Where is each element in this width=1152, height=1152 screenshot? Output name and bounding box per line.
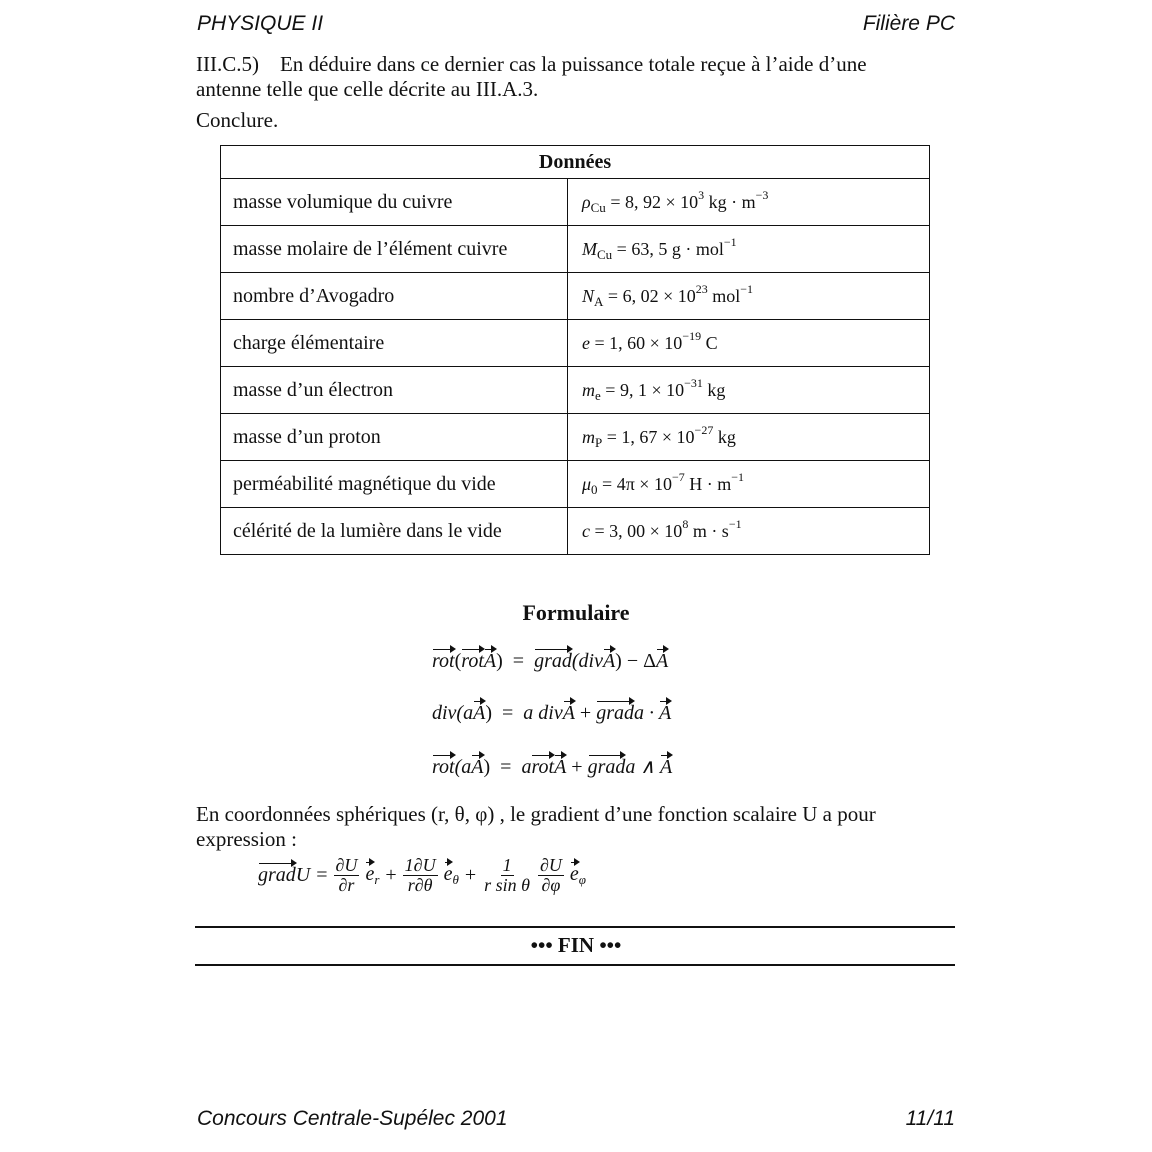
exponent: 23 (695, 282, 708, 296)
fraction-1-rsintheta (482, 856, 532, 895)
unit-exponent: −1 (723, 235, 737, 249)
exponent: −19 (682, 329, 702, 343)
plus: + (579, 702, 592, 724)
symbol: μ (582, 474, 592, 494)
symbol: M (582, 239, 597, 259)
quantity-value: $M_{Cu} = 63$, 5 g · mol$^{-1}$ (568, 226, 930, 273)
exponent: −31 (684, 376, 703, 390)
vec-rot: rot (461, 650, 484, 672)
equals: = (316, 864, 328, 886)
formulaire-title: Formulaire (522, 600, 630, 625)
exponent: −27 (694, 423, 714, 437)
quantity-label: masse molaire de l’élément cuivre (221, 226, 568, 273)
exponent: 8 (682, 517, 689, 531)
quantity-label: masse d’un proton (221, 414, 568, 461)
quantity-label: célérité de la lumière dans le vide (221, 508, 568, 555)
symbol-subscript: 0 (591, 482, 598, 497)
quantity-value: $\rho_{Cu} = 8$, $92 \times 10^3$ kg · $m^{-3}$ (568, 179, 930, 226)
paren: ) (483, 756, 491, 778)
header-track: Filière PC (862, 12, 955, 35)
symbol: c (582, 521, 590, 541)
vec-e: e (365, 863, 375, 885)
end-marker: ••• FIN ••• (530, 933, 622, 957)
paren: ( (454, 650, 462, 672)
quantity-value: $m_P = 1$, $67 \times 10^{-27}$ kg (568, 414, 930, 461)
vec-rot: rot (432, 650, 455, 672)
mantissa: 4π × 10 (616, 474, 672, 494)
quantity-value: $N_A = 6$, $02 \times 10^{23}$ mol$^{-1}$ (568, 273, 930, 320)
quantity-value: $\mu_0 = 4\pi \times 10^{-7}$ $H \cdot m^{-1}$ (568, 461, 930, 508)
spherical-text (196, 802, 956, 852)
laplacian-term: ) − Δ (615, 650, 656, 672)
quantity-label: masse d’un électron (221, 367, 568, 414)
vec-rot: rot (531, 756, 555, 778)
data-table-header-row (221, 146, 930, 179)
data-table-row (221, 226, 930, 273)
vec-grad: grad (596, 702, 634, 724)
quantity-value: $m_e = 9$, $1 \times 10^{-31}$ kg (568, 367, 930, 414)
formula-div-product (432, 702, 671, 725)
plus: + (464, 864, 477, 886)
denominator: ∂r (338, 875, 355, 895)
symbol-subscript: A (594, 294, 604, 309)
div-term: (div (571, 650, 603, 672)
data-table (220, 145, 930, 555)
symbol: m (582, 427, 595, 447)
plus: + (571, 756, 583, 778)
question-line-1: III.C.5) En déduire dans ce dernier cas la puissance totale reçue à l’aide d’une (196, 52, 867, 76)
data-table-row (221, 508, 930, 555)
vec-A: A (473, 702, 486, 724)
footer-contest: Concours Centrale-Supélec 2001 (197, 1107, 508, 1130)
spherical-line-1: En coordonnées sphériques (r, θ, φ) , le gradient d’une fonction scalaire U a pour (196, 802, 876, 826)
data-table-row (221, 367, 930, 414)
unit-exponent: −1 (728, 517, 742, 531)
dot-term: a · (634, 702, 654, 724)
unit: mol (712, 286, 741, 306)
gradient-formula (258, 856, 586, 895)
denominator: r∂θ (407, 875, 433, 895)
equals: = (500, 756, 512, 778)
data-table-row (221, 273, 930, 320)
numerator: 1 (502, 855, 512, 875)
divider-top (195, 926, 955, 928)
quantity-label: masse volumique du cuivre (221, 179, 568, 226)
paren: ) (485, 702, 492, 724)
data-table-row (221, 461, 930, 508)
vec-A: A (659, 702, 672, 724)
scalar-U: U (295, 864, 311, 886)
vec-rot: rot (432, 756, 455, 778)
formula-rot-product (432, 754, 672, 779)
unit: C (705, 333, 718, 353)
a-coef: a (521, 756, 532, 778)
footer-page-number: 11/11 (905, 1107, 955, 1130)
unit-exponent: −3 (755, 188, 769, 202)
data-table-title: Données (221, 146, 930, 179)
data-table-row (221, 414, 930, 461)
exponent: 3 (698, 188, 705, 202)
numerator: 1∂U (404, 855, 436, 875)
vec-grad: grad (534, 650, 572, 672)
mantissa: 9, 1 × 10 (619, 380, 685, 400)
div-lhs: div(a (432, 702, 474, 724)
vec-A: A (660, 756, 673, 778)
data-table-row (221, 320, 930, 367)
mantissa: 3, 00 × 10 (609, 521, 683, 541)
unit: H · m (689, 474, 732, 494)
denominator: r sin θ (484, 875, 530, 895)
data-table-row (221, 179, 930, 226)
unit: m · s (692, 521, 729, 541)
numerator: ∂U (540, 855, 562, 875)
mantissa: 6, 02 × 10 (622, 286, 696, 306)
mantissa: 63, 5 (631, 239, 668, 259)
wedge-term: a ∧ (625, 756, 655, 778)
numerator: ∂U (335, 855, 358, 875)
vec-A: A (554, 756, 567, 778)
unit: kg · m (708, 192, 756, 212)
vec-A: A (483, 650, 497, 672)
fraction-dU-dr (334, 856, 360, 895)
symbol: ρ (582, 192, 591, 212)
vec-A: A (655, 650, 669, 672)
question-line-2: antenne telle que celle décrite au III.A.3. (196, 77, 539, 101)
question-block (196, 52, 956, 133)
fraction-1dU-rdtheta (403, 856, 438, 895)
vec-grad: grad (587, 756, 626, 778)
quantity-value: e = 1, $60 \times 10^{-19}$ C (568, 320, 930, 367)
vec-e: e (443, 863, 453, 885)
symbol: e (582, 333, 590, 353)
vec-A: A (562, 702, 575, 724)
symbol-subscript: Cu (590, 200, 606, 215)
question-conclude: Conclure. (196, 108, 279, 132)
symbol: m (582, 380, 595, 400)
subscript: φ (578, 872, 586, 887)
quantity-label: charge élémentaire (221, 320, 568, 367)
symbol-subscript: P (595, 435, 603, 450)
formula-rot-rot (432, 650, 668, 673)
quantity-label: perméabilité magnétique du vide (221, 461, 568, 508)
symbol: N (582, 286, 595, 306)
unit: kg (717, 427, 736, 447)
vec-A: A (602, 650, 616, 672)
exponent: −7 (671, 470, 685, 484)
quantity-label: nombre d’Avogadro (221, 273, 568, 320)
quantity-value: c = 3, $00 \times 10^8$ $m \cdot s^{-1}$ (568, 508, 930, 555)
header-subject: PHYSIQUE II (197, 12, 324, 35)
subscript: r (374, 872, 380, 887)
mantissa: 1, 67 × 10 (621, 427, 695, 447)
equals: = (512, 650, 525, 672)
a-div: a div (523, 702, 563, 724)
denominator: ∂φ (541, 875, 561, 895)
rot-lhs: (a (454, 756, 472, 778)
spherical-line-2: expression : (196, 827, 297, 851)
fraction-dU-dphi (538, 856, 564, 895)
paren: ) (496, 650, 503, 672)
vec-e: e (569, 863, 579, 885)
symbol-subscript: Cu (597, 247, 613, 262)
equals: = (501, 702, 514, 724)
mantissa: 1, 60 × 10 (609, 333, 683, 353)
vec-grad: grad (258, 864, 296, 886)
mantissa: 8, 92 × 10 (624, 192, 699, 212)
unit-exponent: −1 (740, 282, 754, 296)
divider-bottom (195, 964, 955, 966)
plus: + (385, 864, 397, 886)
vec-A: A (471, 756, 484, 778)
symbol-subscript: e (595, 388, 601, 403)
unit: kg (707, 380, 726, 400)
unit-exponent: −1 (731, 470, 745, 484)
subscript: θ (452, 872, 459, 887)
unit: g · mol (671, 239, 724, 259)
